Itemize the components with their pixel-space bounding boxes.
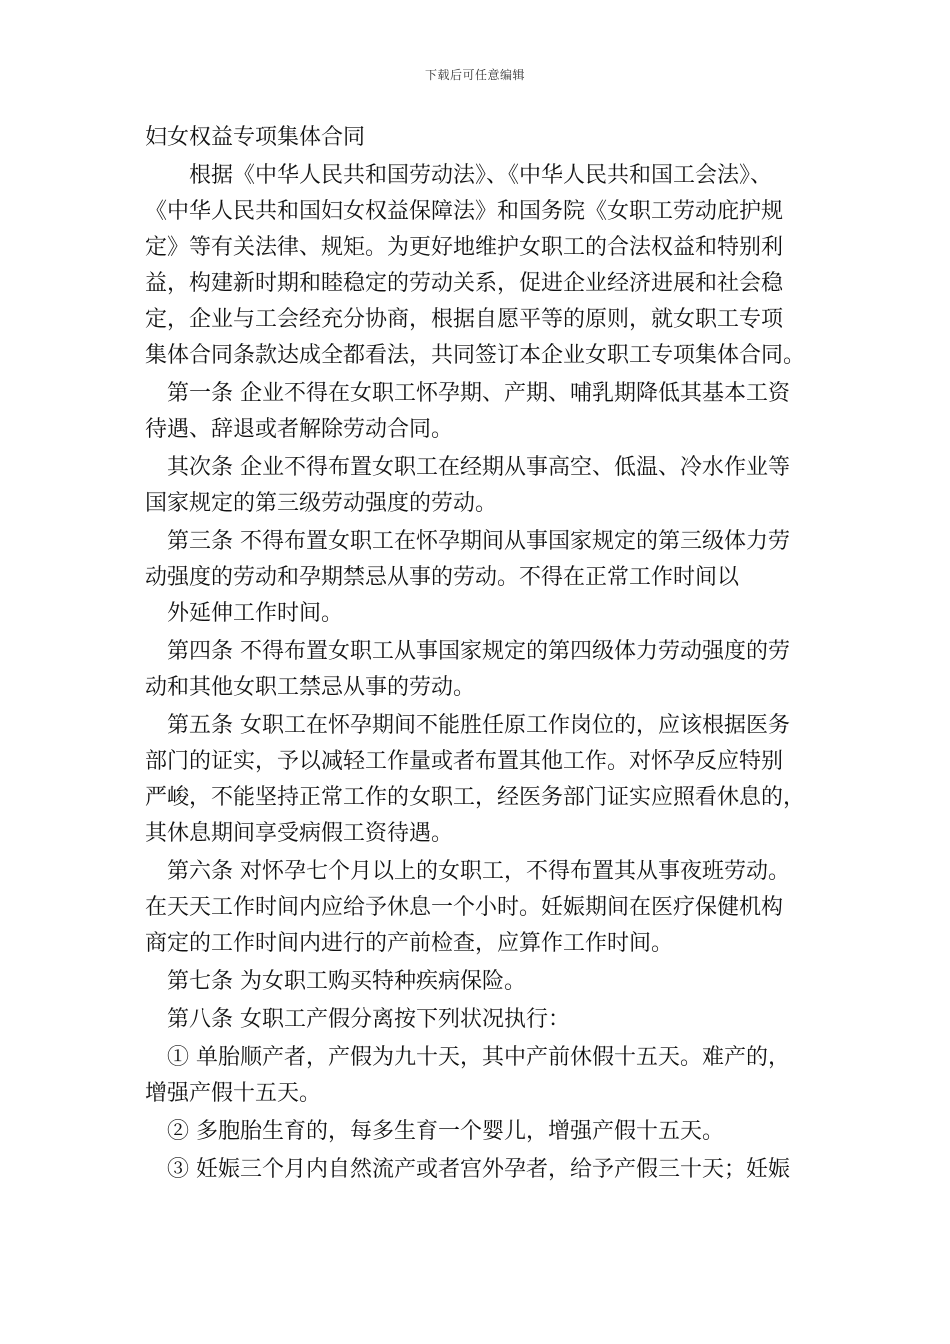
header-note: 下载后可任意编辑	[424, 68, 525, 82]
text-line: 定》等有关法律、规矩。为更好地维护女职工的合法权益和特别利	[145, 235, 784, 260]
text-line: ③ 妊娠三个月内自然流产或者宫外孕者，给予产假三十天；妊娠	[167, 1157, 790, 1182]
text-line: ② 多胞胎生育的，每多生育一个婴儿，增强产假十五天。	[167, 1119, 724, 1144]
text-line: 动和其他女职工禁忌从事的劳动。	[145, 675, 476, 700]
text-line: 定，企业与工会经充分协商，根据自愿平等的原则，就女职工专项	[145, 307, 784, 332]
list-item	[145, 1114, 825, 1150]
article-1	[145, 376, 825, 448]
intro-paragraph	[145, 158, 825, 374]
text-line: 第六条 对怀孕七个月以上的女职工，不得布置其从事夜班劳动。	[167, 859, 790, 884]
text-line: 商定的工作时间内进行的产前检查，应算作工作时间。	[145, 931, 674, 956]
document-title: 妇女权益专项集体合同	[145, 125, 366, 150]
article-5	[145, 708, 825, 852]
text-line: 第四条 不得布置女职工从事国家规定的第四级体力劳动强度的劳	[167, 639, 790, 664]
text-line: 第一条 企业不得在女职工怀孕期、产期、哺乳期降低其基本工资	[167, 381, 790, 406]
text-line: 其次条 企业不得布置女职工在经期从事高空、低温、冷水作业等	[167, 455, 790, 480]
text-line: ① 单胎顺产者，产假为九十天，其中产前休假十五天。难产的，	[167, 1045, 790, 1070]
text-line: 益，构建新时期和睦稳定的劳动关系，促进企业经济进展和社会稳	[145, 271, 784, 296]
text-line: 在天天工作时间内应给予休息一个小时。妊娠期间在医疗保健机构	[145, 895, 784, 920]
text-line: 其休息期间享受病假工资待遇。	[145, 821, 454, 846]
text-line: 第八条 女职工产假分离按下列状况执行：	[167, 1007, 570, 1032]
text-line: 第五条 女职工在怀孕期间不能胜任原工作岗位的，应该根据医务	[167, 713, 790, 738]
article-6	[145, 854, 825, 962]
text-line: 待遇、辞退或者解除劳动合同。	[145, 417, 454, 442]
article-4	[145, 634, 825, 706]
text-line: 严峻，不能坚持正常工作的女职工，经医务部门证实应照看休息的，	[145, 785, 806, 810]
list-item	[145, 1040, 825, 1112]
text-line: 《中华人民共和国妇女权益保障法》和国务院《女职工劳动庇护规	[145, 199, 784, 224]
text-line: 集体合同条款达成全都看法，共同签订本企业女职工专项集体合同。	[145, 343, 806, 368]
text-line: 增强产假十五天。	[145, 1081, 322, 1106]
article-8	[145, 1002, 825, 1038]
text-line: 动强度的劳动和孕期禁忌从事的劳动。不得在正常工作时间以	[145, 565, 740, 590]
text-line: 第三条 不得布置女职工在怀孕期间从事国家规定的第三级体力劳	[167, 529, 790, 554]
text-line: 第七条 为女职工购买特种疾病保险。	[167, 969, 526, 994]
text-line: 根据《中华人民共和国劳动法》、《中华人民共和国工会法》、	[189, 163, 773, 188]
article-2	[145, 450, 825, 522]
text-line: 国家规定的第三级劳动强度的劳动。	[145, 491, 498, 516]
article-7	[145, 964, 825, 1000]
article-3	[145, 524, 825, 632]
list-item	[145, 1152, 825, 1188]
document-body	[145, 120, 825, 1190]
text-line: 外延伸工作时间。	[167, 601, 344, 626]
text-line: 部门的证实，予以减轻工作量或者布置其他工作。对怀孕反应特别	[145, 749, 784, 774]
